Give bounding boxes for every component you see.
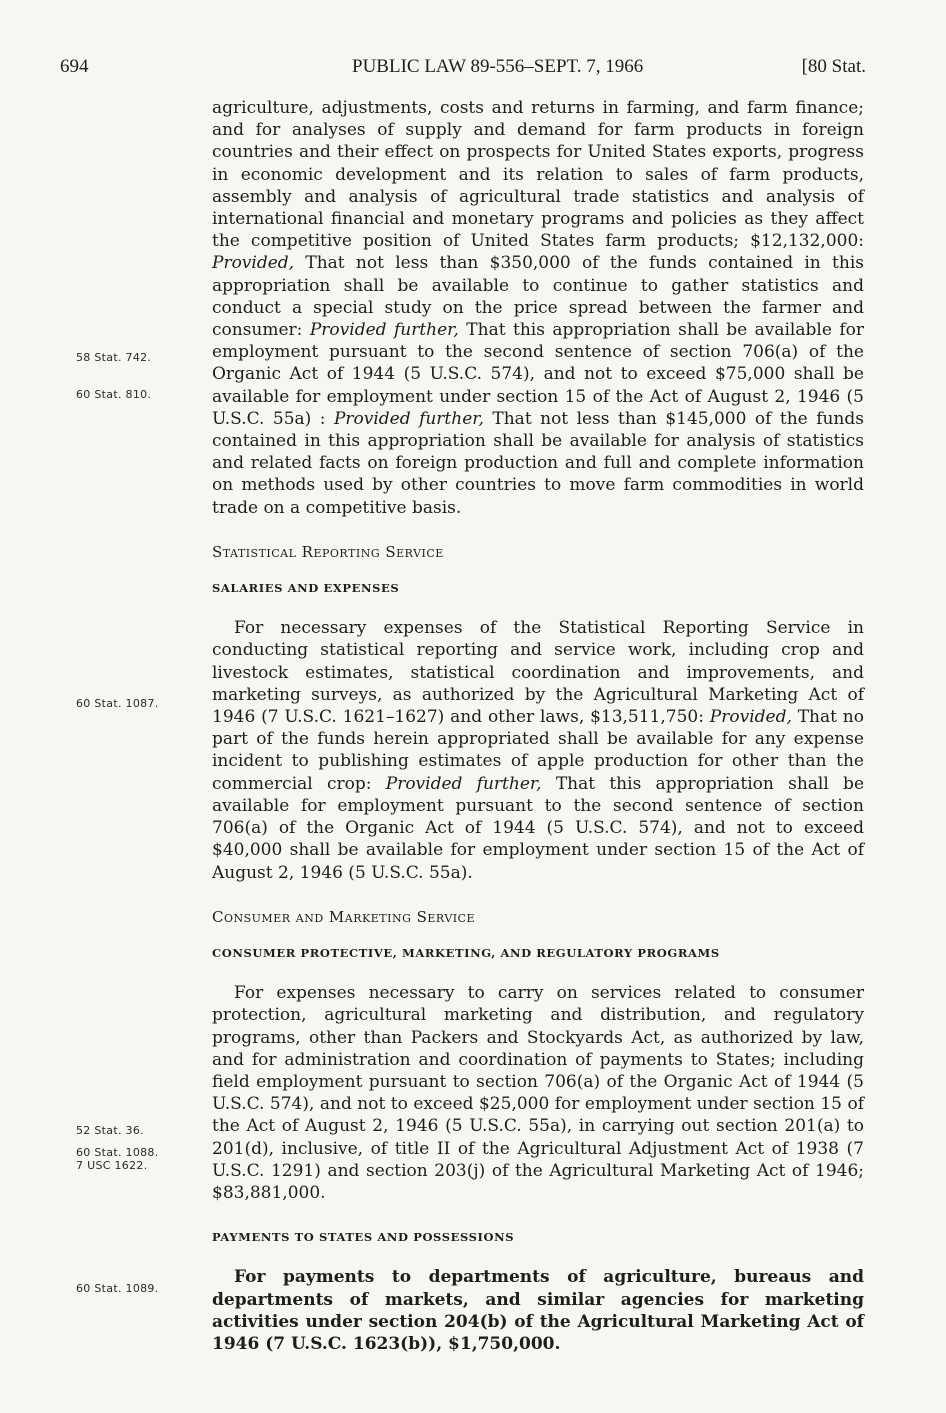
- margin-note: 60 Stat. 1087.: [76, 697, 159, 710]
- margin-note: 60 Stat. 1089.: [76, 1282, 159, 1295]
- stat-reference: [80 Stat.: [801, 56, 866, 77]
- page-number: 694: [60, 56, 89, 77]
- margin-note: 60 Stat. 810.: [76, 388, 152, 401]
- heading-statistical-reporting-service: Statistical Reporting Service: [212, 542, 444, 561]
- paragraph-economic-research: agriculture, adjustments, costs and returns in farming, and farm finance; and for analyses of supply and demand for farm products in foreign countries and their effect on prospects for United States exports, progress in economic development and its relation to sales of farm products, assembly and analysis of agricultural trade statistics and analysis of international financial and monetary programs and policies as they affect the competitive position of United States farm products; $12,132,000: Provided, That not less than $350,000 of the funds contained in this appropriation shall be available to continue to gather statistics and conduct a special study on the price spread between the farmer and consumer: Provided further, That this appropriation shall be available for employment pursuant to the second sentence of section 706(a) of the Organic Act of 1944 (5 U.S.C. 574), and not to exceed $75,000 shall be available for employment under section 15 of the Act of August 2, 1946 (5 U.S.C. 55a) : Provided further, That not less than $145,000 of the funds contained in this appropriation shall be available for analysis of statistics and related facts on foreign production and full and complete information on methods used by other countries to move farm commodities in world trade on a competitive basis.: [212, 98, 864, 518]
- subheading-payments-to-states: PAYMENTS TO STATES AND POSSESSIONS: [212, 1230, 515, 1245]
- heading-consumer-and-marketing-service: Consumer and Marketing Service: [212, 907, 476, 926]
- subheading-consumer-protective-programs: CONSUMER PROTECTIVE, MARKETING, AND REGULATORY PROGRAMS: [212, 945, 720, 960]
- document-body: [212, 97, 864, 1355]
- paragraph-payments-to-states: For payments to departments of agriculture, bureaus and departments of markets, and similar agencies for marketing activities under section 204(b) of the Agricultural Marketing Act of 1946 (7 U.S.C. 1623(b)), $1,750,000.: [212, 1267, 864, 1354]
- margin-note: 7 USC 1622.: [76, 1159, 148, 1172]
- margin-note: 60 Stat. 1088.: [76, 1146, 159, 1159]
- margin-note: 58 Stat. 742.: [76, 351, 152, 364]
- running-title: PUBLIC LAW 89-556–SEPT. 7, 1966: [352, 56, 644, 77]
- subheading-salaries-and-expenses: SALARIES AND EXPENSES: [212, 581, 400, 596]
- margin-note: 52 Stat. 36.: [76, 1124, 144, 1137]
- paragraph-statistical-reporting: For necessary expenses of the Statistical Reporting Service in conducting statistical reporting and service work, including crop and livestock estimates, statistical coordination and improvements, and marketing surveys, as authorized by the Agricultural Marketing Act of 1946 (7 U.S.C. 1621–1627) and other laws, $13,511,750: Provided, That no part of the funds herein appropriated shall be available for any expense incident to publishing estimates of apple production for other than the commercial crop: Provided further, That this appropriation shall be available for employment pursuant to the second sentence of section 706(a) of the Organic Act of 1944 (5 U.S.C. 574), and not to exceed $40,000 shall be available for employment under section 15 of the Act of August 2, 1946 (5 U.S.C. 55a).: [212, 618, 865, 883]
- page-header: [60, 56, 866, 86]
- paragraph-consumer-marketing: For expenses necessary to carry on services related to consumer protection, agricultural marketing and distribution, and regulatory programs, other than Packers and Stockyards Act, as authorized by law, and for administration and coordination of payments to States; including field employment pursuant to section 706(a) of the Organic Act of 1944 (5 U.S.C. 574), and not to exceed $25,000 for employment under section 15 of the Act of August 2, 1946 (5 U.S.C. 55a), in carrying out section 201(a) to 201(d), inclusive, of title II of the Agricultural Adjustment Act of 1938 (7 U.S.C. 1291) and section 203(j) of the Agricultural Marketing Act of 1946; $83,881,000.: [212, 983, 864, 1203]
